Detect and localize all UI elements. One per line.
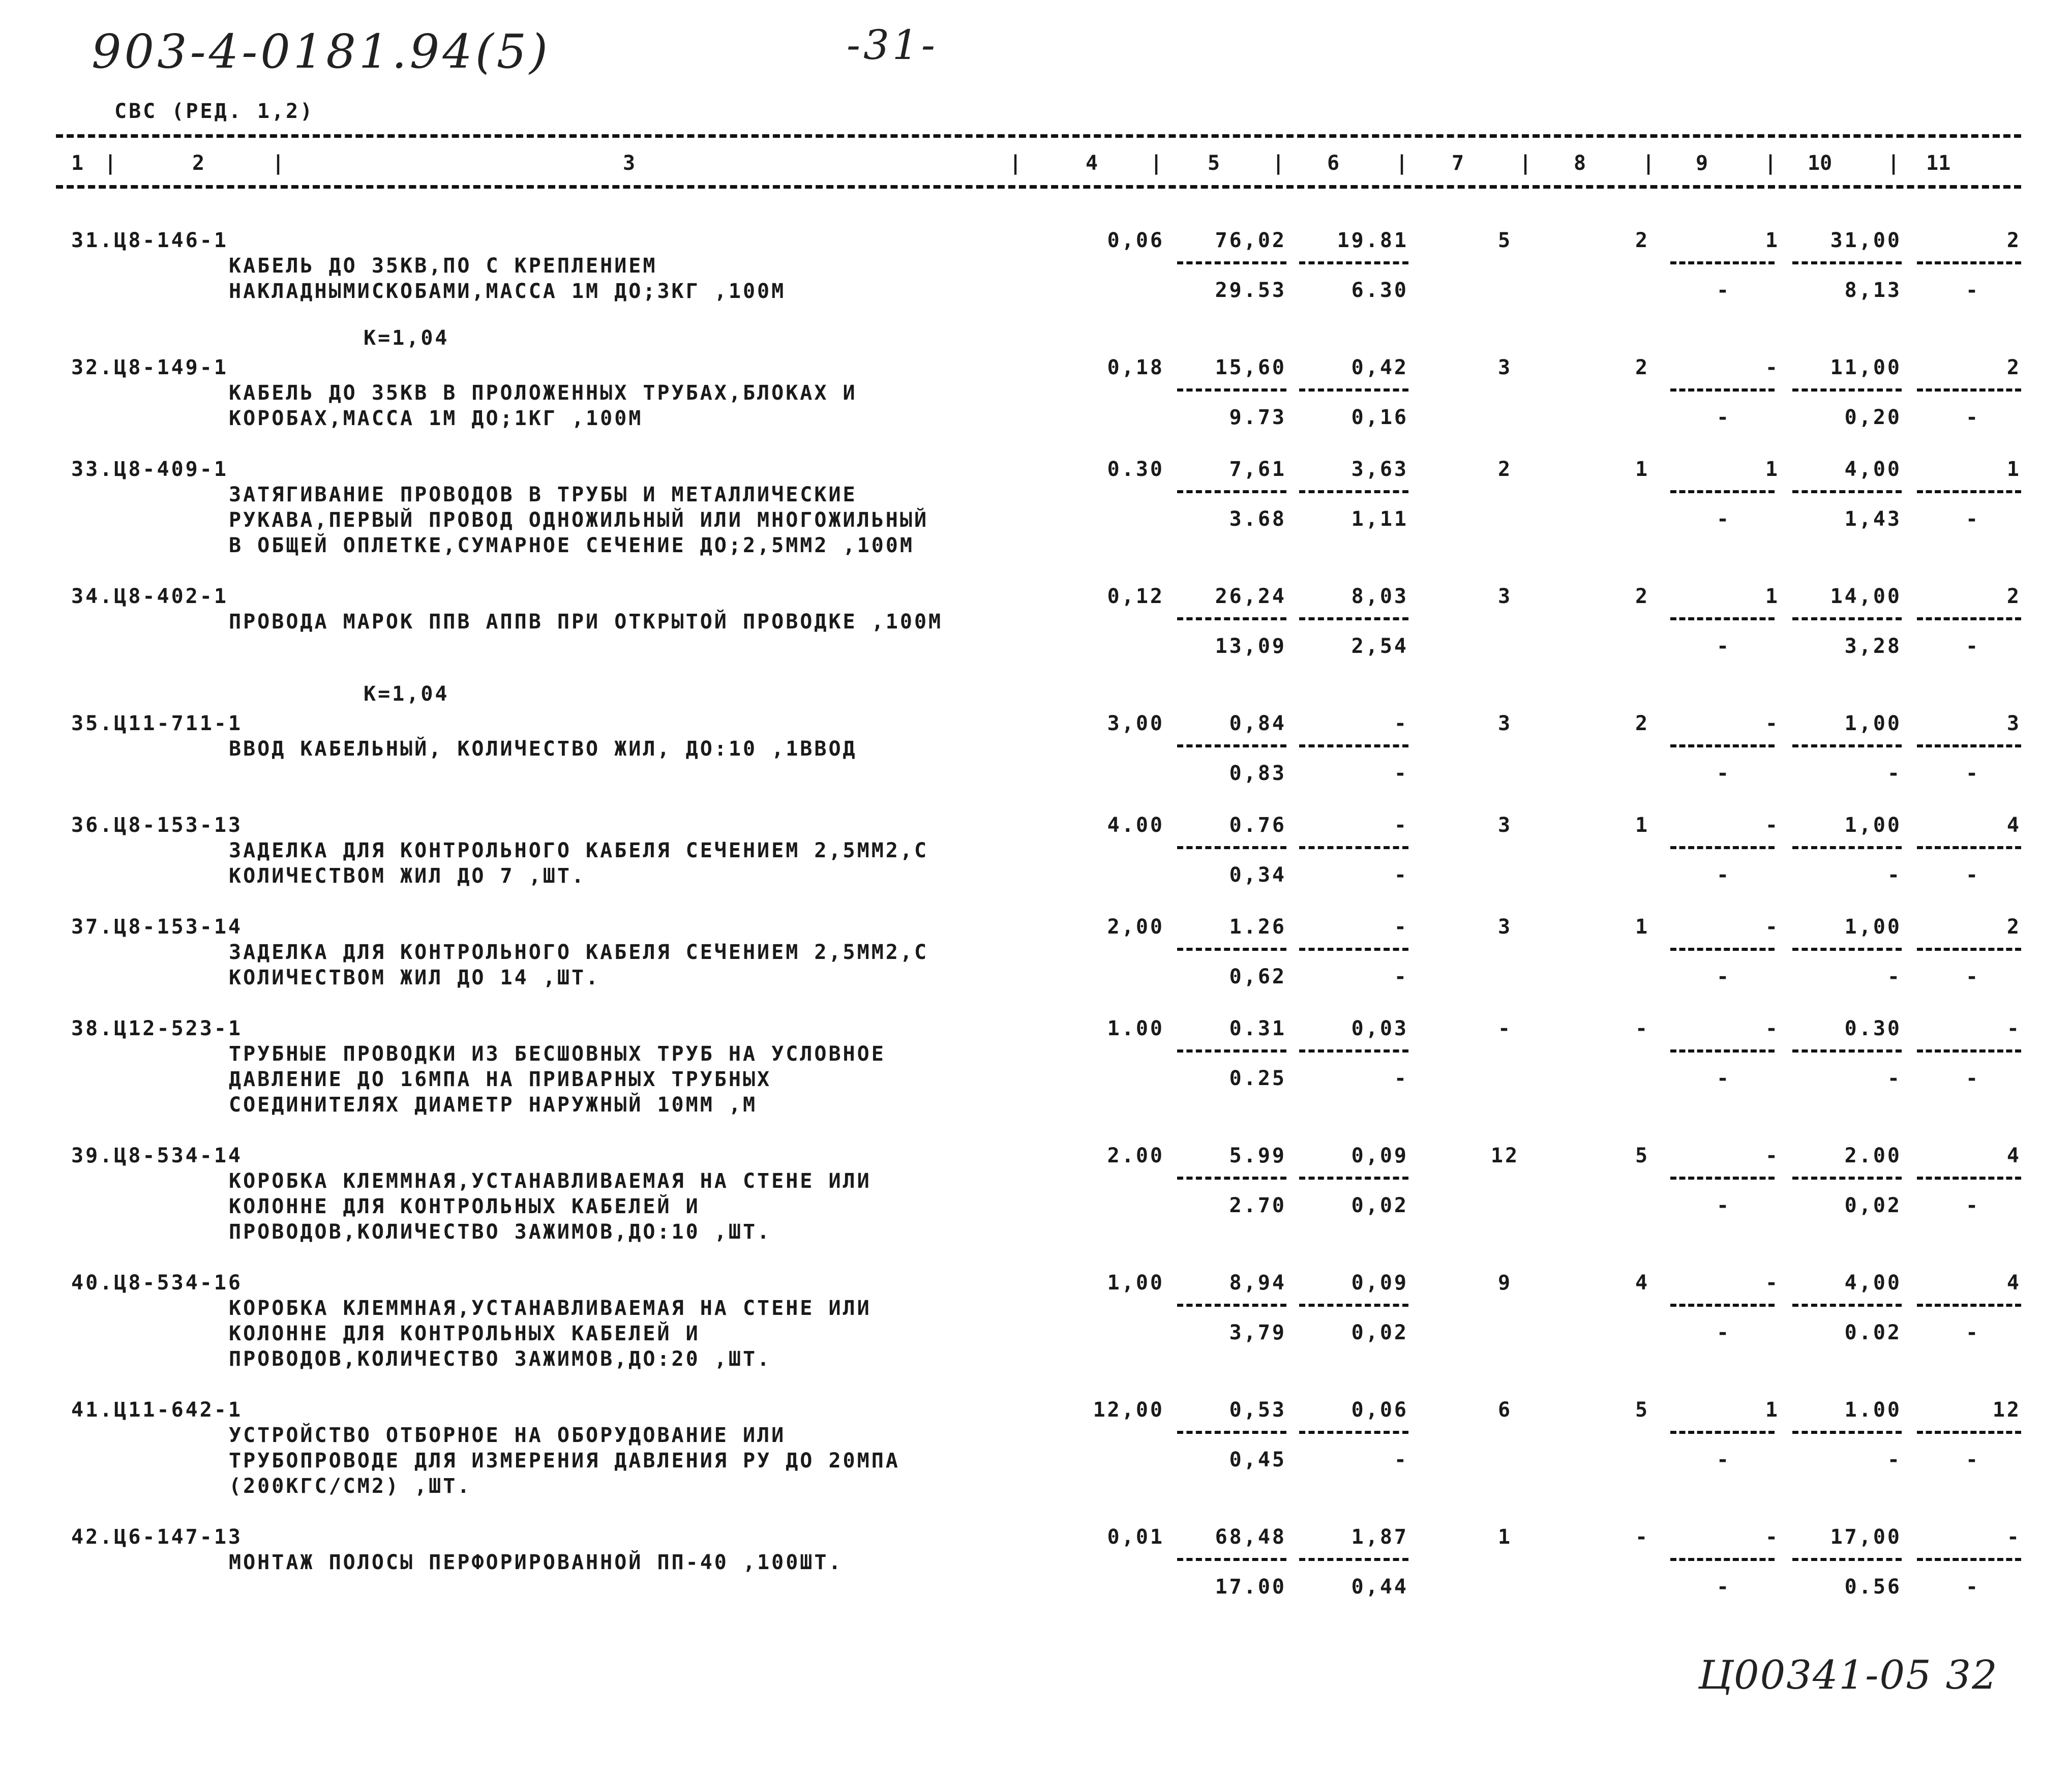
cell-col7: 3 (1497, 356, 1513, 379)
cell-col7: 6 (1497, 1398, 1513, 1422)
column-separator: | (1887, 152, 1900, 175)
column-header-5: 5 (1208, 152, 1220, 175)
cell-col7: - (1497, 1017, 1513, 1040)
fraction-line (1917, 617, 2021, 620)
fraction-line (1299, 744, 1408, 747)
fraction-line (1792, 846, 1902, 849)
item-description-line: ЗАТЯГИВАНИЕ ПРОВОДОВ В ТРУБЫ И МЕТАЛЛИЧЕСКИЕ (229, 483, 857, 506)
cell-col5-top: 8,94 (1229, 1271, 1286, 1295)
cell-col5-bottom: 0,62 (1229, 965, 1286, 988)
document-code: 903-4-0181.94(5) (92, 24, 551, 79)
cell-col11-top: - (2006, 1525, 2021, 1549)
fraction-line (1299, 1177, 1408, 1180)
cell-col6-top: 19.81 (1337, 229, 1408, 252)
fraction-line (1792, 1049, 1902, 1053)
fraction-line (1299, 388, 1408, 392)
cell-col4: 0,06 (1107, 229, 1164, 252)
item-description-line: ДАВЛЕНИЕ ДО 16МПА НА ПРИВАРНЫХ ТРУБНЫХ (229, 1068, 772, 1091)
cell-col6-bottom: 0,44 (1351, 1575, 1408, 1599)
fraction-line (1670, 388, 1775, 392)
cell-col10-top: 1,00 (1844, 814, 1902, 837)
fraction-line (1299, 617, 1408, 620)
item-description-line: ПРОВОДА МАРОК ППВ АППВ ПРИ ОТКРЫТОЙ ПРОВОДКЕ ,100М (229, 610, 943, 634)
item-description-line: КОЛОННЕ ДЛЯ КОНТРОЛЬНЫХ КАБЕЛЕЙ И (229, 1195, 700, 1218)
cell-col9-top: 1 (1765, 458, 1780, 481)
cell-col4: 4.00 (1107, 814, 1164, 837)
fraction-line (1177, 948, 1286, 951)
column-header-10: 10 (1808, 152, 1833, 175)
column-separator: | (272, 152, 285, 175)
cell-col11-top: 2 (2006, 229, 2021, 252)
cell-col4: 0,18 (1107, 356, 1164, 379)
cell-col9-top: - (1765, 1144, 1780, 1167)
cell-col11-top: 4 (2006, 1271, 2021, 1295)
cell-col6-bottom: - (1394, 1448, 1408, 1471)
item-description-line: СОЕДИНИТЕЛЯХ ДИАМЕТР НАРУЖНЫЙ 10ММ ,М (229, 1093, 758, 1117)
cell-col6-bottom: 0,16 (1351, 406, 1408, 429)
cell-col8: 1 (1635, 915, 1650, 939)
cell-col10-bottom: 0.56 (1844, 1575, 1902, 1599)
cell-col7: 2 (1497, 458, 1513, 481)
fraction-line (1177, 490, 1286, 493)
column-header-7: 7 (1452, 152, 1464, 175)
fraction-line (1299, 948, 1408, 951)
column-header-2: 2 (192, 152, 205, 175)
cell-col7: 3 (1497, 814, 1513, 837)
cell-col8: 5 (1635, 1398, 1650, 1422)
cell-col11-bottom: - (1965, 965, 1980, 988)
fraction-line (1792, 617, 1902, 620)
cell-col8: 2 (1635, 229, 1650, 252)
fraction-line (1177, 261, 1286, 264)
item-code: 33.Ц8-409-1 (71, 458, 228, 481)
cell-col10-top: 4,00 (1844, 458, 1902, 481)
cell-col10-top: 1.00 (1844, 1398, 1902, 1422)
item-description-line: (200КГС/СМ2) ,ШТ. (229, 1475, 472, 1498)
cell-col11-top: 4 (2006, 814, 2021, 837)
column-header-6: 6 (1327, 152, 1340, 175)
cell-col5-top: 0,84 (1229, 712, 1286, 735)
cell-col5-top: 0.31 (1229, 1017, 1286, 1040)
cell-col9-top: - (1765, 712, 1780, 735)
column-separator: | (1642, 152, 1655, 175)
cell-col5-bottom: 9.73 (1229, 406, 1286, 429)
cell-col11-bottom: - (1965, 1321, 1980, 1344)
fraction-line (1792, 948, 1902, 951)
cell-col6-bottom: 2,54 (1351, 635, 1408, 658)
cell-col6-bottom: 6.30 (1351, 279, 1408, 302)
cell-col6-bottom: 0,02 (1351, 1194, 1408, 1217)
cell-col10-bottom: 3,28 (1844, 635, 1902, 658)
cell-col6-top: 0,09 (1351, 1271, 1408, 1295)
column-separator: | (1272, 152, 1285, 175)
item-code: 32.Ц8-149-1 (71, 356, 228, 379)
fraction-line (1917, 948, 2021, 951)
cell-col9-top: - (1765, 915, 1780, 939)
fraction-line (1177, 1558, 1286, 1561)
cell-col11-bottom: - (1965, 1448, 1980, 1471)
cell-col9-top: - (1765, 814, 1780, 837)
cell-col9-bottom: - (1716, 406, 1731, 429)
cell-col9-top: - (1765, 1017, 1780, 1040)
cell-col7: 12 (1490, 1144, 1520, 1167)
cell-col8: - (1635, 1017, 1650, 1040)
item-code: 31.Ц8-146-1 (71, 229, 228, 252)
cell-col5-bottom: 17.00 (1215, 1575, 1286, 1599)
cell-col11-top: 4 (2006, 1144, 2021, 1167)
fraction-line (1917, 846, 2021, 849)
cell-col5-top: 5.99 (1229, 1144, 1286, 1167)
item-code: 35.Ц11-711-1 (71, 712, 243, 735)
column-separator: | (1519, 152, 1532, 175)
cell-col8: 2 (1635, 585, 1650, 608)
fraction-line (1792, 1558, 1902, 1561)
fraction-line (1299, 490, 1408, 493)
cell-col7: 3 (1497, 915, 1513, 939)
fraction-line (1917, 1304, 2021, 1307)
cell-col9-bottom: - (1716, 762, 1731, 785)
item-description-line: КОРОБКА КЛЕММНАЯ,УСТАНАВЛИВАЕМАЯ НА СТЕНЕ ИЛИ (229, 1297, 872, 1320)
item-description-line: НАКЛАДНЫМИСКОБАМИ,МАССА 1М ДО;3КГ ,100М (229, 280, 786, 303)
cell-col4: 1.00 (1107, 1017, 1164, 1040)
cell-col4: 3,00 (1107, 712, 1164, 735)
cell-col10-bottom: 0.02 (1844, 1321, 1902, 1344)
cell-col6-top: - (1394, 915, 1408, 939)
coefficient-note: К=1,04 (364, 326, 449, 350)
column-header-3: 3 (623, 152, 636, 175)
column-separator: | (1396, 152, 1408, 175)
cell-col9-bottom: - (1716, 1321, 1731, 1344)
cell-col9-bottom: - (1716, 863, 1731, 887)
fraction-line (1917, 1177, 2021, 1180)
fraction-line (1670, 1304, 1775, 1307)
cell-col9-top: 1 (1765, 1398, 1780, 1422)
item-description-line: МОНТАЖ ПОЛОСЫ ПЕРФОРИРОВАННОЙ ПП-40 ,100ШТ. (229, 1551, 843, 1574)
item-description-line: В ОБЩЕЙ ОПЛЕТКЕ,СУМАРНОЕ СЕЧЕНИЕ ДО;2,5ММ2 ,100М (229, 534, 914, 557)
cell-col11-bottom: - (1965, 1067, 1980, 1090)
fraction-line (1177, 388, 1286, 392)
fraction-line (1917, 490, 2021, 493)
cell-col9-bottom: - (1716, 507, 1731, 531)
cell-col5-top: 7,61 (1229, 458, 1286, 481)
cell-col7: 3 (1497, 585, 1513, 608)
cell-col10-bottom: - (1887, 1067, 1902, 1090)
cell-col4: 2.00 (1107, 1144, 1164, 1167)
cell-col10-top: 4,00 (1844, 1271, 1902, 1295)
cell-col10-bottom: - (1887, 863, 1902, 887)
cell-col10-top: 2.00 (1844, 1144, 1902, 1167)
item-description-line: ВВОД КАБЕЛЬНЫЙ, КОЛИЧЕСТВО ЖИЛ, ДО:10 ,1ВВОД (229, 737, 857, 761)
fraction-line (1299, 1304, 1408, 1307)
cell-col6-top: 0,03 (1351, 1017, 1408, 1040)
cell-col10-bottom: - (1887, 1448, 1902, 1471)
cell-col6-top: 0,42 (1351, 356, 1408, 379)
cell-col11-top: 3 (2006, 712, 2021, 735)
fraction-line (1177, 617, 1286, 620)
cell-col5-bottom: 0,34 (1229, 863, 1286, 887)
cell-col9-bottom: - (1716, 1194, 1731, 1217)
item-code: 41.Ц11-642-1 (71, 1398, 243, 1422)
cell-col6-bottom: 0,02 (1351, 1321, 1408, 1344)
cell-col11-bottom: - (1965, 1194, 1980, 1217)
cell-col4: 0.30 (1107, 458, 1164, 481)
cell-col9-bottom: - (1716, 635, 1731, 658)
fraction-line (1299, 1049, 1408, 1053)
fraction-line (1670, 1177, 1775, 1180)
column-separator: | (1009, 152, 1022, 175)
cell-col5-top: 1.26 (1229, 915, 1286, 939)
cell-col4: 1,00 (1107, 1271, 1164, 1295)
cell-col4: 12,00 (1093, 1398, 1164, 1422)
cell-col9-top: - (1765, 1271, 1780, 1295)
item-description-line: КОЛИЧЕСТВОМ ЖИЛ ДО 14 ,ШТ. (229, 966, 600, 989)
item-code: 39.Ц8-534-14 (71, 1144, 243, 1167)
item-description-line: ТРУБНЫЕ ПРОВОДКИ ИЗ БЕСШОВНЫХ ТРУБ НА УСЛОВНОЕ (229, 1042, 886, 1066)
cell-col9-top: 1 (1765, 229, 1780, 252)
cell-col11-bottom: - (1965, 279, 1980, 302)
cell-col5-bottom: 29.53 (1215, 279, 1286, 302)
cell-col10-bottom: 8,13 (1844, 279, 1902, 302)
fraction-line (1792, 1431, 1902, 1434)
column-separator: | (1150, 152, 1163, 175)
cell-col11-top: 12 (1992, 1398, 2021, 1422)
fraction-line (1299, 1558, 1408, 1561)
cell-col6-top: 0,09 (1351, 1144, 1408, 1167)
item-description-line: РУКАВА,ПЕРВЫЙ ПРОВОД ОДНОЖИЛЬНЫЙ ИЛИ МНОГОЖИЛЬНЫЙ (229, 508, 929, 532)
cell-col6-bottom: - (1394, 965, 1408, 988)
cell-col7: 3 (1497, 712, 1513, 735)
fraction-line (1792, 490, 1902, 493)
cell-col6-bottom: - (1394, 1067, 1408, 1090)
cell-col5-bottom: 0,45 (1229, 1448, 1286, 1471)
fraction-line (1792, 744, 1902, 747)
cell-col8: 2 (1635, 356, 1650, 379)
item-description-line: ЗАДЕЛКА ДЛЯ КОНТРОЛЬНОГО КАБЕЛЯ СЕЧЕНИЕМ 2,5ММ2,С (229, 839, 929, 862)
item-description-line: ПРОВОДОВ,КОЛИЧЕСТВО ЗАЖИМОВ,ДО:10 ,ШТ. (229, 1220, 772, 1244)
cell-col6-top: - (1394, 814, 1408, 837)
column-header-1: 1 (71, 152, 84, 175)
cell-col5-top: 68,48 (1215, 1525, 1286, 1549)
column-header-4: 4 (1086, 152, 1098, 175)
item-code: 36.Ц8-153-13 (71, 814, 243, 837)
cell-col11-top: - (2006, 1017, 2021, 1040)
cell-col7: 5 (1497, 229, 1513, 252)
fraction-line (1177, 1177, 1286, 1180)
cell-col10-bottom: 0,20 (1844, 406, 1902, 429)
fraction-line (1177, 846, 1286, 849)
cell-col5-bottom: 2.70 (1229, 1194, 1286, 1217)
cell-col9-bottom: - (1716, 1067, 1731, 1090)
cell-col10-top: 0.30 (1844, 1017, 1902, 1040)
cell-col11-bottom: - (1965, 762, 1980, 785)
column-header-8: 8 (1574, 152, 1586, 175)
cell-col10-bottom: 1,43 (1844, 507, 1902, 531)
fraction-line (1670, 744, 1775, 747)
cell-col11-top: 2 (2006, 356, 2021, 379)
item-description-line: УСТРОЙСТВО ОТБОРНОЕ НА ОБОРУДОВАНИЕ ИЛИ (229, 1424, 786, 1447)
column-separator: | (1764, 152, 1777, 175)
fraction-line (1917, 388, 2021, 392)
fraction-line (1917, 744, 2021, 747)
fraction-line (1670, 1049, 1775, 1053)
cell-col8: 1 (1635, 814, 1650, 837)
cell-col6-top: 1,87 (1351, 1525, 1408, 1549)
cell-col9-top: - (1765, 356, 1780, 379)
cell-col5-bottom: 0.25 (1229, 1067, 1286, 1090)
cell-col8: 1 (1635, 458, 1650, 481)
column-header-9: 9 (1696, 152, 1708, 175)
cell-col9-top: 1 (1765, 585, 1780, 608)
item-description-line: КОЛИЧЕСТВОМ ЖИЛ ДО 7 ,ШТ. (229, 864, 586, 888)
archive-stamp: Ц00341-05 32 (1698, 1653, 1998, 1698)
cell-col6-bottom: - (1394, 863, 1408, 887)
fraction-line (1917, 1558, 2021, 1561)
cell-col11-bottom: - (1965, 635, 1980, 658)
cell-col11-bottom: - (1965, 863, 1980, 887)
fraction-line (1917, 1431, 2021, 1434)
cell-col7: 9 (1497, 1271, 1513, 1295)
cell-col10-bottom: - (1887, 965, 1902, 988)
cell-col10-top: 17,00 (1830, 1525, 1902, 1549)
cell-col11-top: 1 (2006, 458, 2021, 481)
fraction-line (1792, 1177, 1902, 1180)
cell-col9-bottom: - (1716, 1448, 1731, 1471)
cell-col10-top: 1,00 (1844, 712, 1902, 735)
fraction-line (1299, 1431, 1408, 1434)
item-code: 37.Ц8-153-14 (71, 915, 243, 939)
cell-col5-bottom: 3,79 (1229, 1321, 1286, 1344)
cell-col10-bottom: 0,02 (1844, 1194, 1902, 1217)
cell-col5-bottom: 3.68 (1229, 507, 1286, 531)
cell-col6-top: 0,06 (1351, 1398, 1408, 1422)
cell-col8: 2 (1635, 712, 1650, 735)
cell-col4: 2,00 (1107, 915, 1164, 939)
cell-col5-top: 0,53 (1229, 1398, 1286, 1422)
item-description-line: ЗАДЕЛКА ДЛЯ КОНТРОЛЬНОГО КАБЕЛЯ СЕЧЕНИЕМ 2,5ММ2,С (229, 941, 929, 964)
item-description-line: КАБЕЛЬ ДО 35КВ В ПРОЛОЖЕННЫХ ТРУБАХ,БЛОКАХ И (229, 381, 857, 405)
fraction-line (1670, 617, 1775, 620)
fraction-line (1177, 1431, 1286, 1434)
cell-col10-top: 11,00 (1830, 356, 1902, 379)
cell-col5-top: 0.76 (1229, 814, 1286, 837)
cell-col9-top: - (1765, 1525, 1780, 1549)
item-description-line: КОРОБКА КЛЕММНАЯ,УСТАНАВЛИВАЕМАЯ НА СТЕНЕ ИЛИ (229, 1169, 872, 1193)
page-number: -31- (847, 21, 938, 69)
cell-col5-bottom: 0,83 (1229, 762, 1286, 785)
cell-col11-top: 2 (2006, 915, 2021, 939)
cell-col11-bottom: - (1965, 1575, 1980, 1599)
fraction-line (1177, 1304, 1286, 1307)
cell-col6-top: - (1394, 712, 1408, 735)
fraction-line (1792, 261, 1902, 264)
fraction-line (1670, 490, 1775, 493)
fraction-line (1299, 261, 1408, 264)
document-subtitle: СВС (РЕД. 1,2) (114, 100, 315, 123)
cell-col9-bottom: - (1716, 1575, 1731, 1599)
cell-col9-bottom: - (1716, 279, 1731, 302)
fraction-line (1299, 846, 1408, 849)
fraction-line (1792, 388, 1902, 392)
fraction-line (1670, 846, 1775, 849)
cell-col10-top: 31,00 (1830, 229, 1902, 252)
cell-col5-top: 26,24 (1215, 585, 1286, 608)
item-code: 42.Ц6-147-13 (71, 1525, 243, 1549)
fraction-line (1670, 261, 1775, 264)
column-separator: | (104, 152, 117, 175)
cell-col7: 1 (1497, 1525, 1513, 1549)
fraction-line (1670, 948, 1775, 951)
item-code: 34.Ц8-402-1 (71, 585, 228, 608)
cell-col4: 0,12 (1107, 585, 1164, 608)
item-code: 40.Ц8-534-16 (71, 1271, 243, 1295)
cell-col11-bottom: - (1965, 406, 1980, 429)
header-top-rule (56, 134, 2021, 138)
item-description-line: КОРОБАХ,МАССА 1М ДО;1КГ ,100М (229, 407, 643, 430)
cell-col5-top: 15,60 (1215, 356, 1286, 379)
cell-col8: 4 (1635, 1271, 1650, 1295)
column-header-11: 11 (1926, 152, 1951, 175)
fraction-line (1917, 1049, 2021, 1053)
cell-col6-top: 8,03 (1351, 585, 1408, 608)
fraction-line (1917, 261, 2021, 264)
cell-col5-top: 76,02 (1215, 229, 1286, 252)
cell-col10-bottom: - (1887, 762, 1902, 785)
fraction-line (1670, 1431, 1775, 1434)
cell-col8: 5 (1635, 1144, 1650, 1167)
cell-col5-bottom: 13,09 (1215, 635, 1286, 658)
item-description-line: КАБЕЛЬ ДО 35КВ,ПО С КРЕПЛЕНИЕМ (229, 254, 657, 278)
item-description-line: ТРУБОПРОВОДЕ ДЛЯ ИЗМЕРЕНИЯ ДАВЛЕНИЯ РУ ДО 20МПА (229, 1449, 900, 1473)
cell-col6-bottom: 1,11 (1351, 507, 1408, 531)
cell-col9-bottom: - (1716, 965, 1731, 988)
fraction-line (1177, 744, 1286, 747)
item-description-line: ПРОВОДОВ,КОЛИЧЕСТВО ЗАЖИМОВ,ДО:20 ,ШТ. (229, 1347, 772, 1371)
header-bottom-rule (56, 185, 2021, 189)
item-description-line: КОЛОННЕ ДЛЯ КОНТРОЛЬНЫХ КАБЕЛЕЙ И (229, 1322, 700, 1345)
cell-col10-top: 14,00 (1830, 585, 1902, 608)
coefficient-note: К=1,04 (364, 682, 449, 706)
cell-col8: - (1635, 1525, 1650, 1549)
fraction-line (1177, 1049, 1286, 1053)
fraction-line (1670, 1558, 1775, 1561)
fraction-line (1792, 1304, 1902, 1307)
cell-col10-top: 1,00 (1844, 915, 1902, 939)
cell-col6-bottom: - (1394, 762, 1408, 785)
cell-col6-top: 3,63 (1351, 458, 1408, 481)
cell-col11-bottom: - (1965, 507, 1980, 531)
cell-col11-top: 2 (2006, 585, 2021, 608)
item-code: 38.Ц12-523-1 (71, 1017, 243, 1040)
cell-col4: 0,01 (1107, 1525, 1164, 1549)
